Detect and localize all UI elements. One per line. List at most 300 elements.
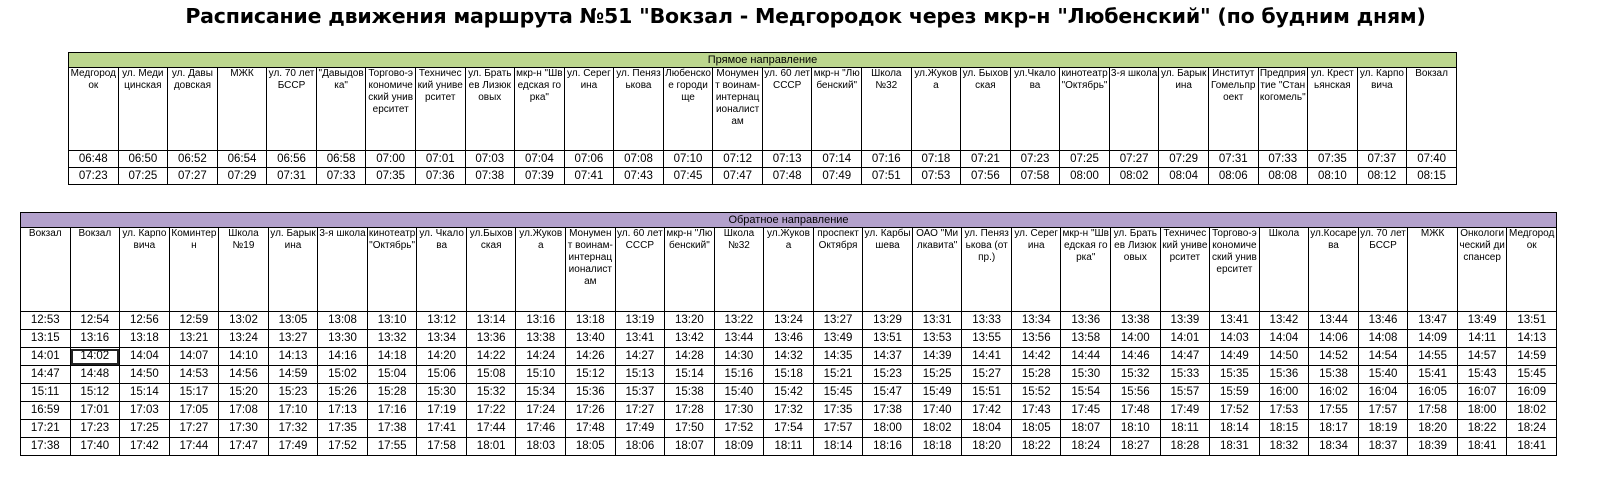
time-cell[interactable]: 15:23 — [863, 366, 913, 384]
time-cell[interactable]: 08:08 — [1258, 168, 1308, 185]
time-cell[interactable]: 17:38 — [863, 402, 913, 420]
time-cell[interactable]: 14:04 — [120, 348, 170, 366]
time-cell[interactable]: 17:47 — [219, 438, 269, 456]
time-cell[interactable]: 17:23 — [70, 420, 120, 438]
time-cell[interactable]: 13:46 — [764, 330, 814, 348]
time-cell[interactable]: 15:11 — [21, 384, 71, 402]
time-cell[interactable]: 18:37 — [1358, 438, 1408, 456]
time-cell[interactable]: 17:26 — [566, 402, 616, 420]
time-cell[interactable]: 15:14 — [665, 366, 715, 384]
time-cell[interactable]: 18:24 — [1061, 438, 1111, 456]
time-cell[interactable]: 14:54 — [1358, 348, 1408, 366]
time-cell[interactable]: 13:27 — [813, 312, 863, 330]
time-cell[interactable]: 15:57 — [1160, 384, 1210, 402]
time-cell[interactable]: 15:49 — [912, 384, 962, 402]
time-cell[interactable]: 07:35 — [366, 168, 416, 185]
time-cell[interactable]: 07:01 — [415, 151, 465, 168]
time-cell[interactable]: 14:09 — [1408, 330, 1458, 348]
time-cell[interactable]: 17:10 — [268, 402, 318, 420]
time-cell[interactable]: 18:22 — [1011, 438, 1061, 456]
time-cell[interactable]: 15:42 — [764, 384, 814, 402]
time-cell[interactable]: 15:32 — [1111, 366, 1161, 384]
time-cell[interactable]: 17:38 — [367, 420, 417, 438]
time-cell[interactable]: 17:32 — [764, 402, 814, 420]
time-cell[interactable]: 15:08 — [466, 366, 516, 384]
time-cell[interactable]: 18:00 — [863, 420, 913, 438]
time-cell[interactable]: 13:36 — [466, 330, 516, 348]
time-cell[interactable]: 15:20 — [219, 384, 269, 402]
time-cell[interactable]: 18:41 — [1457, 438, 1507, 456]
time-cell[interactable]: 07:37 — [1357, 151, 1407, 168]
time-cell[interactable]: 12:54 — [70, 312, 120, 330]
time-cell[interactable]: 17:19 — [417, 402, 467, 420]
time-cell[interactable]: 07:41 — [564, 168, 614, 185]
time-cell[interactable]: 14:06 — [1309, 330, 1359, 348]
time-cell[interactable]: 06:52 — [168, 151, 218, 168]
time-cell[interactable]: 15:47 — [863, 384, 913, 402]
time-cell[interactable]: 17:32 — [268, 420, 318, 438]
time-cell[interactable]: 17:49 — [615, 420, 665, 438]
time-cell[interactable]: 13:33 — [962, 312, 1012, 330]
time-cell[interactable]: 15:12 — [70, 384, 120, 402]
time-cell[interactable]: 14:01 — [21, 348, 71, 366]
time-cell[interactable]: 17:21 — [21, 420, 71, 438]
time-cell[interactable]: 07:33 — [1258, 151, 1308, 168]
time-cell[interactable]: 13:36 — [1061, 312, 1111, 330]
time-cell[interactable]: 17:57 — [1358, 402, 1408, 420]
time-cell[interactable]: 14:41 — [962, 348, 1012, 366]
time-cell[interactable]: 13:38 — [516, 330, 566, 348]
time-cell[interactable]: 13:22 — [714, 312, 764, 330]
time-cell[interactable]: 17:35 — [813, 402, 863, 420]
time-cell[interactable]: 14:04 — [1259, 330, 1309, 348]
time-cell[interactable]: 18:00 — [1457, 402, 1507, 420]
time-cell[interactable]: 12:53 — [21, 312, 71, 330]
time-cell[interactable]: 15:06 — [417, 366, 467, 384]
time-cell[interactable]: 18:31 — [1210, 438, 1260, 456]
time-cell[interactable]: 07:36 — [415, 168, 465, 185]
time-cell[interactable]: 15:40 — [1358, 366, 1408, 384]
time-cell[interactable]: 07:06 — [564, 151, 614, 168]
time-cell[interactable]: 15:04 — [367, 366, 417, 384]
time-cell[interactable]: 15:40 — [714, 384, 764, 402]
time-cell[interactable]: 15:45 — [813, 384, 863, 402]
time-cell[interactable]: 14:46 — [1111, 348, 1161, 366]
time-cell[interactable]: 18:05 — [566, 438, 616, 456]
time-cell[interactable]: 07:08 — [614, 151, 664, 168]
time-cell[interactable]: 08:10 — [1308, 168, 1358, 185]
time-cell[interactable]: 17:55 — [1309, 402, 1359, 420]
time-cell[interactable]: 18:16 — [863, 438, 913, 456]
time-cell[interactable]: 17:49 — [268, 438, 318, 456]
time-cell[interactable]: 13:56 — [1011, 330, 1061, 348]
time-cell[interactable]: 08:02 — [1109, 168, 1159, 185]
time-cell[interactable]: 07:31 — [1208, 151, 1258, 168]
time-cell[interactable]: 15:18 — [764, 366, 814, 384]
time-cell[interactable]: 14:50 — [1259, 348, 1309, 366]
time-cell[interactable]: 07:38 — [465, 168, 515, 185]
time-cell[interactable]: 13:19 — [615, 312, 665, 330]
time-cell[interactable]: 14:39 — [912, 348, 962, 366]
time-cell[interactable]: 14:20 — [417, 348, 467, 366]
time-cell[interactable]: 13:10 — [367, 312, 417, 330]
time-cell[interactable]: 14:55 — [1408, 348, 1458, 366]
time-cell[interactable]: 13:44 — [714, 330, 764, 348]
time-cell[interactable]: 17:48 — [566, 420, 616, 438]
time-cell[interactable]: 07:29 — [217, 168, 267, 185]
time-cell[interactable]: 14:59 — [1507, 348, 1557, 366]
time-cell[interactable]: 14:01 — [1160, 330, 1210, 348]
time-cell[interactable]: 17:46 — [516, 420, 566, 438]
time-cell[interactable]: 15:52 — [1011, 384, 1061, 402]
time-cell[interactable]: 14:08 — [1358, 330, 1408, 348]
time-cell[interactable]: 14:42 — [1011, 348, 1061, 366]
time-cell[interactable]: 15:45 — [1507, 366, 1557, 384]
time-cell[interactable]: 15:36 — [566, 384, 616, 402]
time-cell[interactable]: 07:03 — [465, 151, 515, 168]
time-cell[interactable]: 16:02 — [1309, 384, 1359, 402]
time-cell[interactable]: 07:40 — [1407, 151, 1457, 168]
time-cell[interactable]: 15:17 — [169, 384, 219, 402]
time-cell[interactable]: 18:07 — [1061, 420, 1111, 438]
time-cell[interactable]: 15:32 — [466, 384, 516, 402]
time-cell[interactable]: 14:18 — [367, 348, 417, 366]
time-cell[interactable]: 13:44 — [1309, 312, 1359, 330]
time-cell[interactable]: 17:50 — [665, 420, 715, 438]
time-cell[interactable]: 08:12 — [1357, 168, 1407, 185]
time-cell[interactable]: 18:20 — [1408, 420, 1458, 438]
time-cell[interactable]: 15:51 — [962, 384, 1012, 402]
time-cell[interactable]: 17:27 — [615, 402, 665, 420]
time-cell[interactable]: 15:14 — [120, 384, 170, 402]
time-cell[interactable]: 13:41 — [615, 330, 665, 348]
time-cell[interactable]: 08:15 — [1407, 168, 1457, 185]
time-cell[interactable]: 15:43 — [1457, 366, 1507, 384]
time-cell[interactable]: 18:03 — [516, 438, 566, 456]
time-cell[interactable]: 14:49 — [1210, 348, 1260, 366]
time-cell[interactable]: 07:58 — [1010, 168, 1060, 185]
time-cell[interactable]: 17:30 — [714, 402, 764, 420]
time-cell[interactable]: 14:00 — [1111, 330, 1161, 348]
time-cell[interactable]: 15:23 — [268, 384, 318, 402]
time-cell[interactable]: 14:53 — [169, 366, 219, 384]
time-cell[interactable]: 13:53 — [912, 330, 962, 348]
time-cell[interactable]: 18:09 — [714, 438, 764, 456]
time-cell[interactable]: 17:48 — [1111, 402, 1161, 420]
time-cell[interactable]: 17:53 — [1259, 402, 1309, 420]
time-cell[interactable]: 15:16 — [714, 366, 764, 384]
time-cell[interactable]: 13:16 — [516, 312, 566, 330]
time-cell[interactable]: 18:15 — [1259, 420, 1309, 438]
time-cell[interactable]: 07:13 — [762, 151, 812, 168]
time-cell[interactable]: 08:00 — [1060, 168, 1110, 185]
time-cell[interactable]: 13:51 — [863, 330, 913, 348]
time-cell[interactable]: 14:52 — [1309, 348, 1359, 366]
time-cell[interactable]: 13:16 — [70, 330, 120, 348]
time-cell[interactable]: 17:13 — [318, 402, 368, 420]
time-cell[interactable]: 15:59 — [1210, 384, 1260, 402]
time-cell[interactable]: 13:58 — [1061, 330, 1111, 348]
time-cell[interactable]: 14:59 — [268, 366, 318, 384]
time-cell[interactable]: 07:27 — [1109, 151, 1159, 168]
time-cell[interactable]: 14:24 — [516, 348, 566, 366]
time-cell[interactable]: 18:24 — [1507, 420, 1557, 438]
time-cell[interactable]: 17:43 — [1011, 402, 1061, 420]
time-cell[interactable]: 15:30 — [417, 384, 467, 402]
time-cell[interactable]: 07:47 — [713, 168, 763, 185]
time-cell[interactable]: 17:49 — [1160, 402, 1210, 420]
time-cell[interactable]: 14:47 — [21, 366, 71, 384]
time-cell[interactable]: 14:02 — [70, 348, 120, 366]
time-cell[interactable]: 13:40 — [566, 330, 616, 348]
time-cell[interactable]: 06:48 — [69, 151, 119, 168]
time-cell[interactable]: 18:41 — [1507, 438, 1557, 456]
time-cell[interactable]: 15:02 — [318, 366, 368, 384]
time-cell[interactable]: 13:34 — [417, 330, 467, 348]
time-cell[interactable]: 16:00 — [1259, 384, 1309, 402]
time-cell[interactable]: 15:28 — [367, 384, 417, 402]
time-cell[interactable]: 14:07 — [169, 348, 219, 366]
time-cell[interactable]: 18:02 — [912, 420, 962, 438]
time-cell[interactable]: 13:15 — [21, 330, 71, 348]
time-cell[interactable]: 08:04 — [1159, 168, 1209, 185]
time-cell[interactable]: 12:56 — [120, 312, 170, 330]
time-cell[interactable]: 17:30 — [219, 420, 269, 438]
time-cell[interactable]: 13:30 — [318, 330, 368, 348]
time-cell[interactable]: 17:42 — [120, 438, 170, 456]
time-cell[interactable]: 17:52 — [1210, 402, 1260, 420]
time-cell[interactable]: 07:10 — [663, 151, 713, 168]
time-cell[interactable]: 15:34 — [516, 384, 566, 402]
time-cell[interactable]: 14:30 — [714, 348, 764, 366]
time-cell[interactable]: 16:09 — [1507, 384, 1557, 402]
time-cell[interactable]: 13:12 — [417, 312, 467, 330]
time-cell[interactable]: 17:38 — [21, 438, 71, 456]
time-cell[interactable]: 07:53 — [911, 168, 961, 185]
time-cell[interactable]: 17:57 — [813, 420, 863, 438]
time-cell[interactable]: 14:48 — [70, 366, 120, 384]
time-cell[interactable]: 13:21 — [169, 330, 219, 348]
time-cell[interactable]: 17:27 — [169, 420, 219, 438]
time-cell[interactable]: 18:27 — [1111, 438, 1161, 456]
time-cell[interactable]: 17:54 — [764, 420, 814, 438]
time-cell[interactable]: 17:24 — [516, 402, 566, 420]
time-cell[interactable]: 14:47 — [1160, 348, 1210, 366]
time-cell[interactable]: 06:58 — [316, 151, 366, 168]
time-cell[interactable]: 13:41 — [1210, 312, 1260, 330]
time-cell[interactable]: 17:42 — [962, 402, 1012, 420]
time-cell[interactable]: 16:04 — [1358, 384, 1408, 402]
time-cell[interactable]: 15:37 — [615, 384, 665, 402]
time-cell[interactable]: 17:44 — [169, 438, 219, 456]
time-cell[interactable]: 07:39 — [515, 168, 565, 185]
time-cell[interactable]: 14:13 — [1507, 330, 1557, 348]
time-cell[interactable]: 17:45 — [1061, 402, 1111, 420]
time-cell[interactable]: 18:07 — [665, 438, 715, 456]
time-cell[interactable]: 07:29 — [1159, 151, 1209, 168]
time-cell[interactable]: 07:14 — [812, 151, 862, 168]
time-cell[interactable]: 13:18 — [566, 312, 616, 330]
time-cell[interactable]: 17:44 — [466, 420, 516, 438]
time-cell[interactable]: 07:51 — [862, 168, 912, 185]
time-cell[interactable]: 14:22 — [466, 348, 516, 366]
time-cell[interactable]: 13:39 — [1160, 312, 1210, 330]
time-cell[interactable]: 07:49 — [812, 168, 862, 185]
time-cell[interactable]: 14:44 — [1061, 348, 1111, 366]
time-cell[interactable]: 17:52 — [318, 438, 368, 456]
time-cell[interactable]: 18:05 — [1011, 420, 1061, 438]
time-cell[interactable]: 15:13 — [615, 366, 665, 384]
time-cell[interactable]: 06:56 — [267, 151, 317, 168]
time-cell[interactable]: 06:50 — [118, 151, 168, 168]
time-cell[interactable]: 16:59 — [21, 402, 71, 420]
time-cell[interactable]: 18:01 — [466, 438, 516, 456]
time-cell[interactable]: 13:32 — [367, 330, 417, 348]
time-cell[interactable]: 18:11 — [1160, 420, 1210, 438]
time-cell[interactable]: 15:38 — [1309, 366, 1359, 384]
time-cell[interactable]: 17:28 — [665, 402, 715, 420]
time-cell[interactable]: 17:35 — [318, 420, 368, 438]
time-cell[interactable]: 18:02 — [1507, 402, 1557, 420]
time-cell[interactable]: 18:06 — [615, 438, 665, 456]
time-cell[interactable]: 06:54 — [217, 151, 267, 168]
time-cell[interactable]: 15:38 — [665, 384, 715, 402]
time-cell[interactable]: 18:04 — [962, 420, 1012, 438]
time-cell[interactable]: 15:36 — [1259, 366, 1309, 384]
time-cell[interactable]: 07:18 — [911, 151, 961, 168]
time-cell[interactable]: 17:22 — [466, 402, 516, 420]
time-cell[interactable]: 13:42 — [665, 330, 715, 348]
time-cell[interactable]: 07:23 — [1010, 151, 1060, 168]
time-cell[interactable]: 13:18 — [120, 330, 170, 348]
time-cell[interactable]: 13:08 — [318, 312, 368, 330]
time-cell[interactable]: 18:10 — [1111, 420, 1161, 438]
time-cell[interactable]: 07:04 — [515, 151, 565, 168]
time-cell[interactable]: 07:33 — [316, 168, 366, 185]
time-cell[interactable]: 17:01 — [70, 402, 120, 420]
time-cell[interactable]: 13:14 — [466, 312, 516, 330]
time-cell[interactable]: 18:11 — [764, 438, 814, 456]
time-cell[interactable]: 13:24 — [219, 330, 269, 348]
time-cell[interactable]: 07:31 — [267, 168, 317, 185]
time-cell[interactable]: 15:28 — [1011, 366, 1061, 384]
time-cell[interactable]: 18:19 — [1358, 420, 1408, 438]
time-cell[interactable]: 18:14 — [1210, 420, 1260, 438]
time-cell[interactable]: 13:47 — [1408, 312, 1458, 330]
time-cell[interactable]: 17:40 — [70, 438, 120, 456]
time-cell[interactable]: 07:12 — [713, 151, 763, 168]
time-cell[interactable]: 14:56 — [219, 366, 269, 384]
time-cell[interactable]: 18:34 — [1309, 438, 1359, 456]
time-cell[interactable]: 13:34 — [1011, 312, 1061, 330]
time-cell[interactable]: 17:58 — [417, 438, 467, 456]
time-cell[interactable]: 17:40 — [912, 402, 962, 420]
time-cell[interactable]: 14:11 — [1457, 330, 1507, 348]
time-cell[interactable]: 17:03 — [120, 402, 170, 420]
time-cell[interactable]: 17:55 — [367, 438, 417, 456]
time-cell[interactable]: 15:35 — [1210, 366, 1260, 384]
time-cell[interactable]: 07:23 — [69, 168, 119, 185]
time-cell[interactable]: 13:31 — [912, 312, 962, 330]
time-cell[interactable]: 14:37 — [863, 348, 913, 366]
time-cell[interactable]: 16:05 — [1408, 384, 1458, 402]
time-cell[interactable]: 07:00 — [366, 151, 416, 168]
time-cell[interactable]: 13:02 — [219, 312, 269, 330]
time-cell[interactable]: 18:20 — [962, 438, 1012, 456]
time-cell[interactable]: 14:50 — [120, 366, 170, 384]
time-cell[interactable]: 18:18 — [912, 438, 962, 456]
time-cell[interactable]: 13:42 — [1259, 312, 1309, 330]
time-cell[interactable]: 13:24 — [764, 312, 814, 330]
time-cell[interactable]: 14:57 — [1457, 348, 1507, 366]
time-cell[interactable]: 14:32 — [764, 348, 814, 366]
time-cell[interactable]: 13:46 — [1358, 312, 1408, 330]
time-cell[interactable]: 14:28 — [665, 348, 715, 366]
time-cell[interactable]: 13:38 — [1111, 312, 1161, 330]
time-cell[interactable]: 15:12 — [566, 366, 616, 384]
time-cell[interactable]: 13:51 — [1507, 312, 1557, 330]
time-cell[interactable]: 07:48 — [762, 168, 812, 185]
time-cell[interactable]: 18:32 — [1259, 438, 1309, 456]
time-cell[interactable]: 07:45 — [663, 168, 713, 185]
time-cell[interactable]: 17:41 — [417, 420, 467, 438]
time-cell[interactable]: 13:05 — [268, 312, 318, 330]
time-cell[interactable]: 15:30 — [1061, 366, 1111, 384]
time-cell[interactable]: 15:33 — [1160, 366, 1210, 384]
time-cell[interactable]: 13:55 — [962, 330, 1012, 348]
time-cell[interactable]: 07:25 — [1060, 151, 1110, 168]
time-cell[interactable]: 17:05 — [169, 402, 219, 420]
time-cell[interactable]: 15:25 — [912, 366, 962, 384]
time-cell[interactable]: 15:27 — [962, 366, 1012, 384]
time-cell[interactable]: 15:10 — [516, 366, 566, 384]
time-cell[interactable]: 18:22 — [1457, 420, 1507, 438]
time-cell[interactable]: 15:54 — [1061, 384, 1111, 402]
time-cell[interactable]: 07:35 — [1308, 151, 1358, 168]
time-cell[interactable]: 17:58 — [1408, 402, 1458, 420]
time-cell[interactable]: 07:43 — [614, 168, 664, 185]
time-cell[interactable]: 07:56 — [961, 168, 1011, 185]
time-cell[interactable]: 17:25 — [120, 420, 170, 438]
time-cell[interactable]: 14:16 — [318, 348, 368, 366]
time-cell[interactable]: 14:03 — [1210, 330, 1260, 348]
time-cell[interactable]: 13:29 — [863, 312, 913, 330]
time-cell[interactable]: 14:10 — [219, 348, 269, 366]
time-cell[interactable]: 14:13 — [268, 348, 318, 366]
time-cell[interactable]: 17:16 — [367, 402, 417, 420]
time-cell[interactable]: 15:56 — [1111, 384, 1161, 402]
time-cell[interactable]: 17:52 — [714, 420, 764, 438]
time-cell[interactable]: 13:27 — [268, 330, 318, 348]
time-cell[interactable]: 17:08 — [219, 402, 269, 420]
time-cell[interactable]: 15:41 — [1408, 366, 1458, 384]
time-cell[interactable]: 07:21 — [961, 151, 1011, 168]
time-cell[interactable]: 18:28 — [1160, 438, 1210, 456]
time-cell[interactable]: 15:26 — [318, 384, 368, 402]
time-cell[interactable]: 13:49 — [813, 330, 863, 348]
time-cell[interactable]: 18:39 — [1408, 438, 1458, 456]
time-cell[interactable]: 15:21 — [813, 366, 863, 384]
time-cell[interactable]: 14:35 — [813, 348, 863, 366]
time-cell[interactable]: 07:27 — [168, 168, 218, 185]
time-cell[interactable]: 08:06 — [1208, 168, 1258, 185]
time-cell[interactable]: 07:25 — [118, 168, 168, 185]
time-cell[interactable]: 14:27 — [615, 348, 665, 366]
time-cell[interactable]: 13:49 — [1457, 312, 1507, 330]
time-cell[interactable]: 16:07 — [1457, 384, 1507, 402]
time-cell[interactable]: 07:16 — [862, 151, 912, 168]
time-cell[interactable]: 13:20 — [665, 312, 715, 330]
